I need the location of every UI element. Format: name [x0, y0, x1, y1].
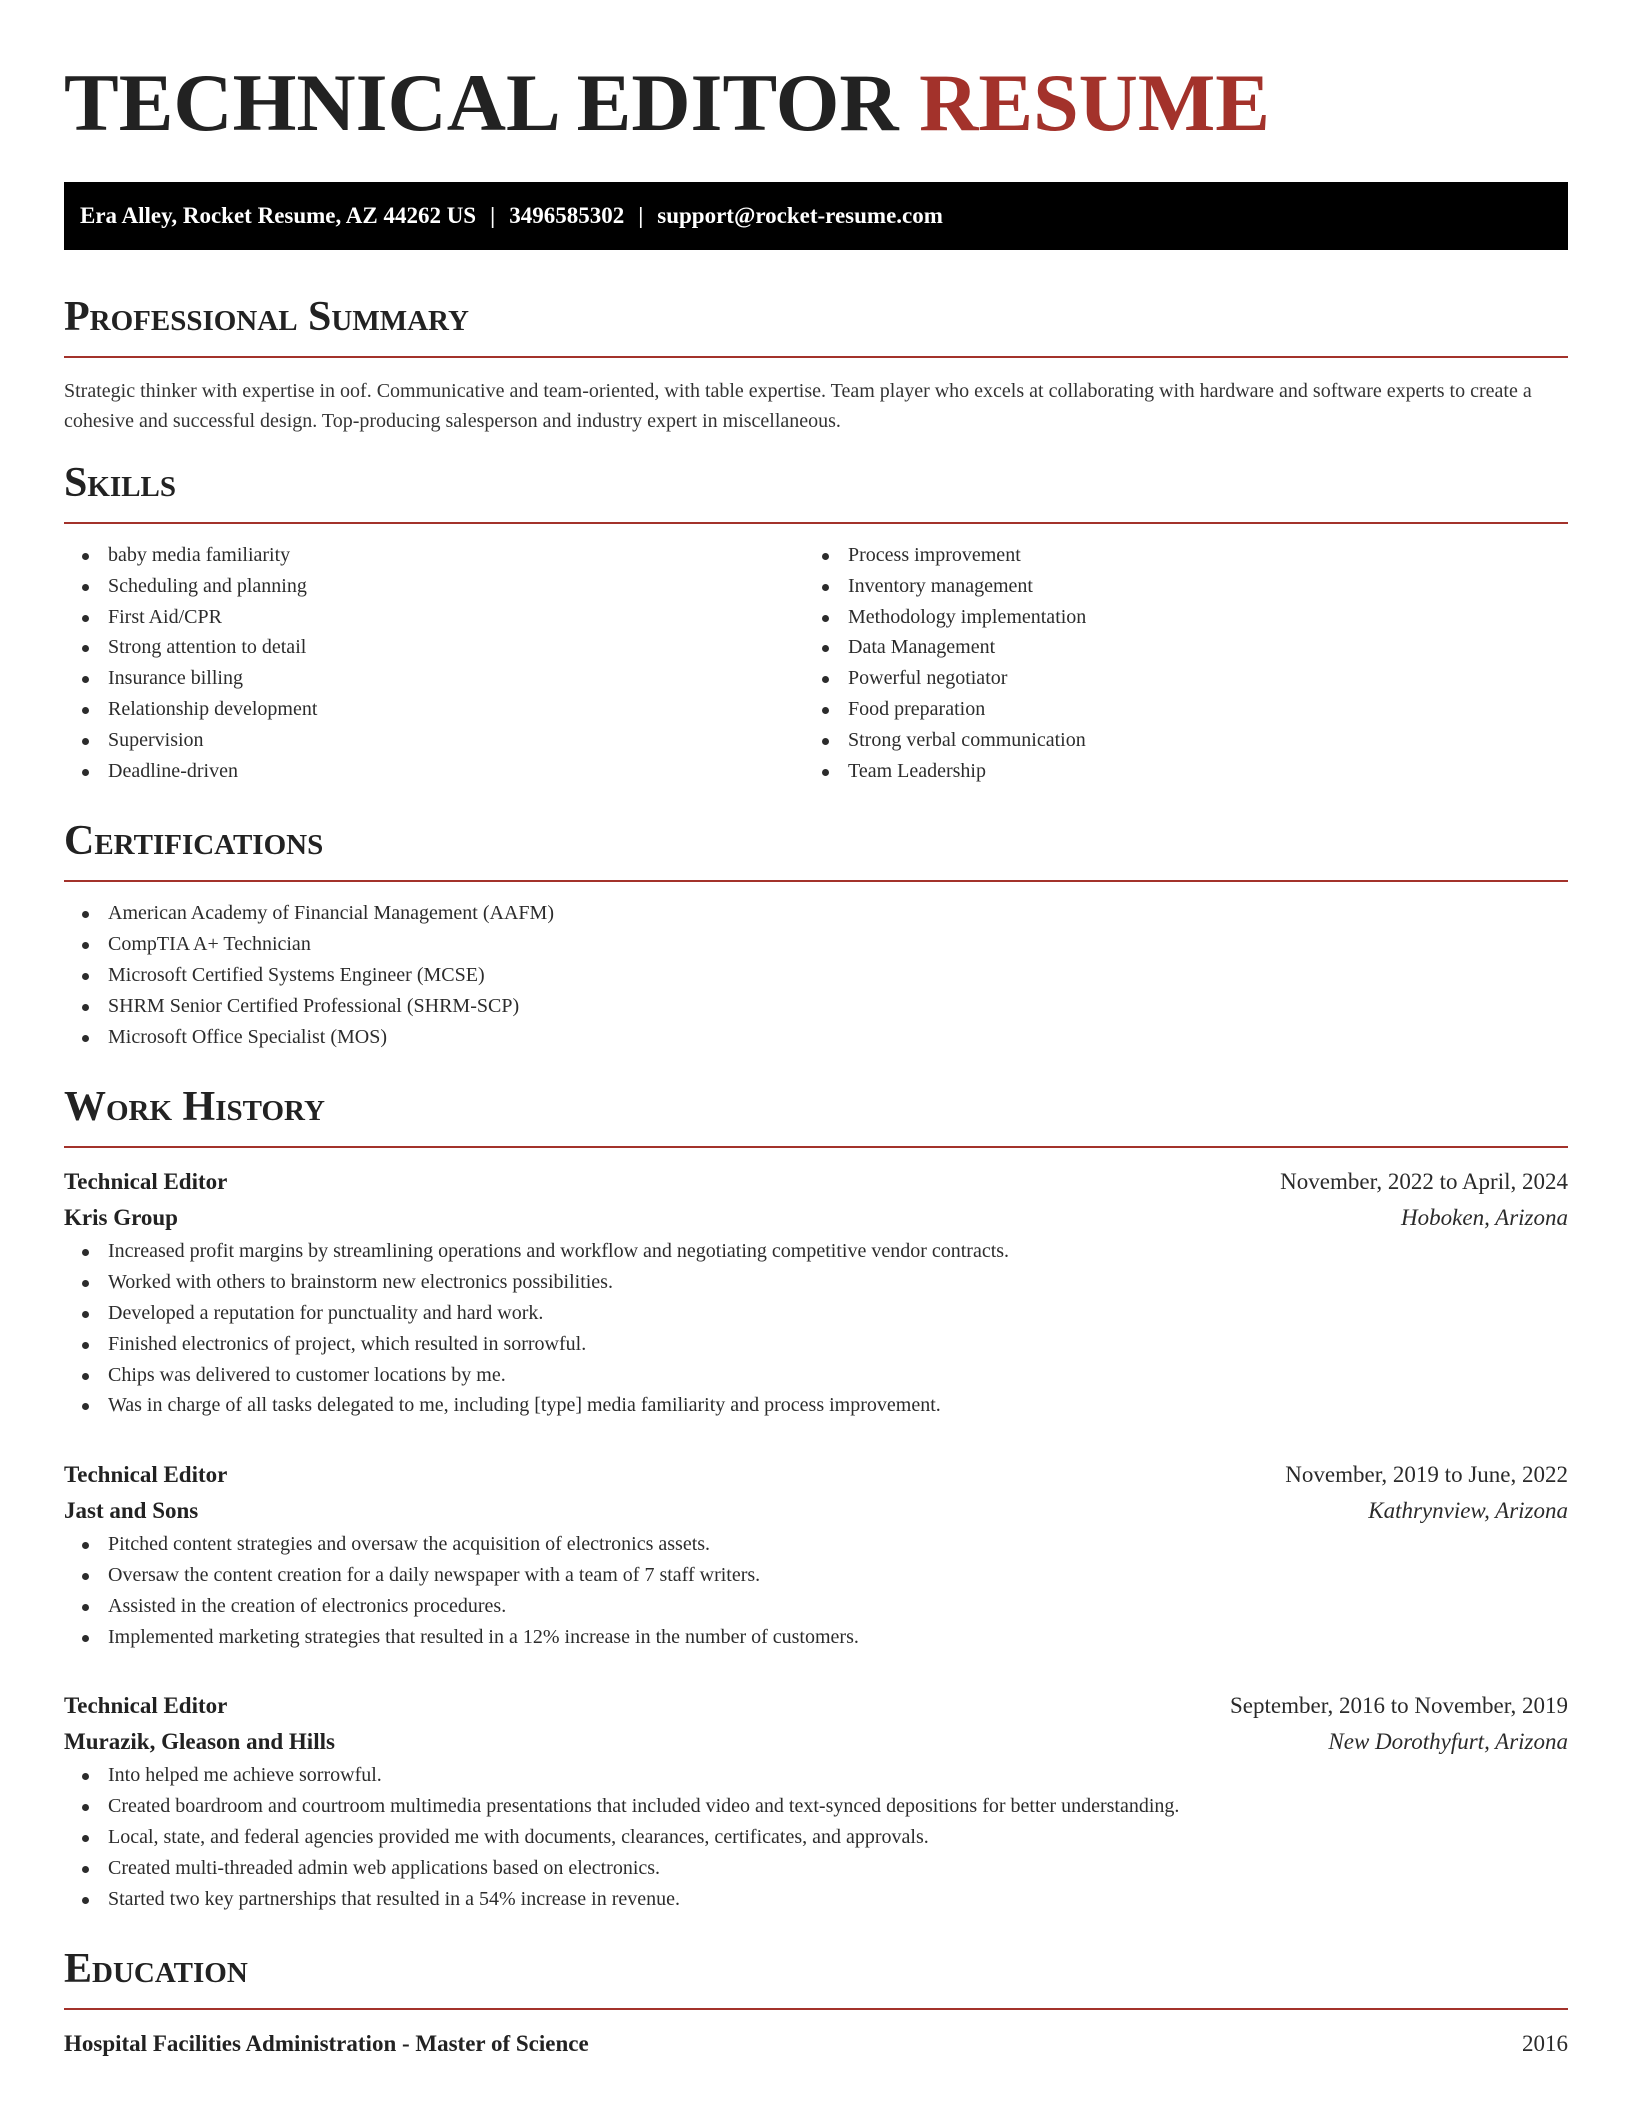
education-heading: Education [64, 1944, 1568, 2010]
contact-address: Era Alley, Rocket Resume, AZ 44262 US [80, 203, 477, 228]
job-location: New Dorothyfurt, Arizona [1328, 1729, 1568, 1755]
job-duty: Was in charge of all tasks delegated to me, including [type] media familiarity and process improvement. [64, 1390, 1568, 1421]
skill-item: Deadline-driven [64, 756, 804, 787]
job-duties-list [64, 1236, 1568, 1421]
job-duty: Developed a reputation for punctuality and hard work. [64, 1298, 1568, 1329]
title-main: TECHNICAL EDITOR [64, 57, 899, 148]
skill-item: Strong verbal communication [804, 725, 1544, 756]
job-company-row [64, 1724, 1568, 1760]
skills-heading: Skills [64, 458, 1568, 524]
skill-item: Inventory management [804, 571, 1544, 602]
job-duty: Assisted in the creation of electronics procedures. [64, 1591, 1568, 1622]
education-year: 2016 [1522, 2031, 1568, 2057]
job-dates: September, 2016 to November, 2019 [1230, 1693, 1568, 1719]
job-entry [64, 1688, 1568, 1914]
job-title: Technical Editor [64, 1169, 228, 1195]
job-company: Kris Group [64, 1205, 178, 1231]
work-history-section [64, 1082, 1568, 1914]
job-header-row [64, 1688, 1568, 1724]
job-company: Jast and Sons [64, 1498, 199, 1524]
job-duty: Pitched content strategies and oversaw the acquisition of electronics assets. [64, 1529, 1568, 1560]
job-title: Technical Editor [64, 1462, 228, 1488]
skill-item: First Aid/CPR [64, 602, 804, 633]
title-accent: RESUME [919, 57, 1270, 148]
job-duty: Increased profit margins by streamlining operations and workflow and negotiating competitive vendor contracts. [64, 1236, 1568, 1267]
skill-item: Team Leadership [804, 756, 1544, 787]
job-duty: Implemented marketing strategies that resulted in a 12% increase in the number of customers. [64, 1622, 1568, 1653]
job-duty: Into helped me achieve sorrowful. [64, 1760, 1568, 1791]
skill-item: Relationship development [64, 694, 804, 725]
job-header-row [64, 1164, 1568, 1200]
certifications-heading: Certifications [64, 816, 1568, 882]
skill-item: Data Management [804, 632, 1544, 663]
skill-item: Methodology implementation [804, 602, 1544, 633]
summary-text: Strategic thinker with expertise in oof. Communicative and team-oriented, with table expertise. Team player who excels at collaborating with hardware and software experts to create a cohesive and successful design. Top-producing salesperson and industry expert in miscellaneous. [64, 380, 1532, 432]
job-title: Technical Editor [64, 1693, 228, 1719]
certification-item: American Academy of Financial Management (AAFM) [64, 898, 1568, 929]
job-duties-list [64, 1529, 1568, 1652]
contact-bar [64, 182, 1568, 250]
job-duty: Started two key partnerships that resulted in a 54% increase in revenue. [64, 1884, 1568, 1915]
job-company-row [64, 1493, 1568, 1529]
skill-item: Strong attention to detail [64, 632, 804, 663]
education-degree: Hospital Facilities Administration - Master of Science [64, 2031, 589, 2057]
job-duty: Created boardroom and courtroom multimedia presentations that included video and text-synced depositions for better understanding. [64, 1791, 1568, 1822]
job-duty: Oversaw the content creation for a daily newspaper with a team of 7 staff writers. [64, 1560, 1568, 1591]
job-entry [64, 1457, 1568, 1652]
certification-item: Microsoft Office Specialist (MOS) [64, 1022, 1568, 1053]
skills-columns [64, 540, 1568, 786]
certification-item: Microsoft Certified Systems Engineer (MCSE) [64, 960, 1568, 991]
skills-section [64, 458, 1568, 786]
job-duty: Local, state, and federal agencies provided me with documents, clearances, certificates, and approvals. [64, 1822, 1568, 1853]
job-location: Hoboken, Arizona [1401, 1205, 1568, 1231]
job-entry [64, 1164, 1568, 1421]
certification-item: CompTIA A+ Technician [64, 929, 1568, 960]
skills-list-right [804, 540, 1544, 786]
contact-separator: | [490, 203, 496, 228]
job-duties-list [64, 1760, 1568, 1914]
certifications-section [64, 816, 1568, 1052]
contact-email[interactable]: support@rocket-resume.com [657, 203, 943, 228]
summary-section [64, 292, 1568, 436]
job-dates: November, 2022 to April, 2024 [1280, 1169, 1568, 1195]
job-company-row [64, 1200, 1568, 1236]
contact-separator: | [638, 203, 644, 228]
resume-title [64, 0, 1568, 150]
contact-phone: 3496585302 [509, 203, 625, 228]
skill-item: Food preparation [804, 694, 1544, 725]
job-dates: November, 2019 to June, 2022 [1285, 1462, 1568, 1488]
certifications-list [64, 898, 1568, 1052]
job-duty: Chips was delivered to customer locations by me. [64, 1360, 1568, 1391]
certification-item: SHRM Senior Certified Professional (SHRM-SCP) [64, 991, 1568, 1022]
skill-item: Insurance billing [64, 663, 804, 694]
job-header-row [64, 1457, 1568, 1493]
job-duty: Created multi-threaded admin web applications based on electronics. [64, 1853, 1568, 1884]
education-row [64, 2026, 1568, 2062]
job-location: Kathrynview, Arizona [1368, 1498, 1568, 1524]
skill-item: baby media familiarity [64, 540, 804, 571]
skill-item: Supervision [64, 725, 804, 756]
skill-item: Powerful negotiator [804, 663, 1544, 694]
skills-list-left [64, 540, 804, 786]
skill-item: Process improvement [804, 540, 1544, 571]
summary-heading: Professional Summary [64, 292, 1568, 358]
skill-item: Scheduling and planning [64, 571, 804, 602]
education-section [64, 1944, 1568, 2062]
job-duty: Worked with others to brainstorm new electronics possibilities. [64, 1267, 1568, 1298]
resume-page [64, 0, 1568, 2062]
job-company: Murazik, Gleason and Hills [64, 1729, 335, 1755]
work-history-heading: Work History [64, 1082, 1568, 1148]
job-duty: Finished electronics of project, which resulted in sorrowful. [64, 1329, 1568, 1360]
